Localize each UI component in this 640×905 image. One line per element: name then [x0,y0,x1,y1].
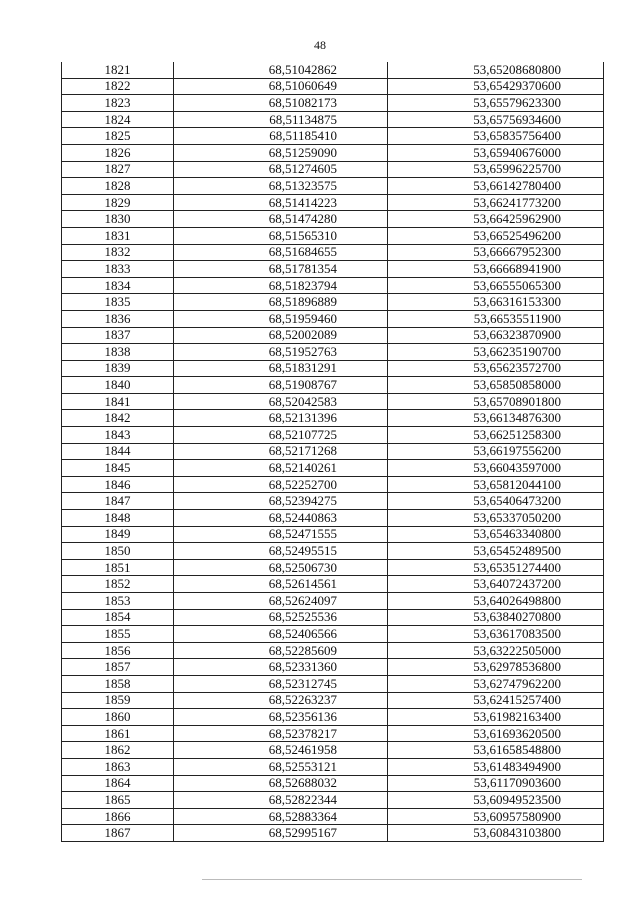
point-number-cell: 1827 [62,161,174,178]
y-coordinate-cell: 53,65835756400 [388,128,604,145]
table-row [62,178,604,195]
y-coordinate-cell: 53,62415257400 [388,692,604,709]
y-coordinate-cell: 53,63840270800 [388,609,604,626]
x-coordinate-cell: 68,51781354 [174,261,388,278]
x-coordinate-cell: 68,52614561 [174,576,388,593]
y-coordinate-cell: 53,61170903600 [388,775,604,792]
table-row [62,758,604,775]
table-row [62,244,604,261]
y-coordinate-cell: 53,65579623300 [388,95,604,112]
y-coordinate-cell: 53,65850858000 [388,377,604,394]
table-row [62,808,604,825]
table-row [62,725,604,742]
point-number-cell: 1823 [62,95,174,112]
table-row [62,460,604,477]
point-number-cell: 1824 [62,111,174,128]
table-row [62,78,604,95]
x-coordinate-cell: 68,51959460 [174,310,388,327]
table-row [62,344,604,361]
x-coordinate-cell: 68,51082173 [174,95,388,112]
y-coordinate-cell: 53,66316153300 [388,294,604,311]
table-row [62,593,604,610]
x-coordinate-cell: 68,51060649 [174,78,388,95]
table-row [62,211,604,228]
x-coordinate-cell: 68,52356136 [174,709,388,726]
x-coordinate-cell: 68,52406566 [174,626,388,643]
coordinates-table-body [62,62,604,841]
y-coordinate-cell: 53,65463340800 [388,526,604,543]
x-coordinate-cell: 68,52171268 [174,443,388,460]
point-number-cell: 1847 [62,493,174,510]
y-coordinate-cell: 53,66323870900 [388,327,604,344]
table-row [62,360,604,377]
x-coordinate-cell: 68,52252700 [174,476,388,493]
x-coordinate-cell: 68,52624097 [174,593,388,610]
y-coordinate-cell: 53,61982163400 [388,709,604,726]
table-row [62,261,604,278]
x-coordinate-cell: 68,52263237 [174,692,388,709]
point-number-cell: 1851 [62,559,174,576]
point-number-cell: 1856 [62,642,174,659]
point-number-cell: 1822 [62,78,174,95]
x-coordinate-cell: 68,52042583 [174,393,388,410]
x-coordinate-cell: 68,52822344 [174,792,388,809]
x-coordinate-cell: 68,52506730 [174,559,388,576]
y-coordinate-cell: 53,61693620500 [388,725,604,742]
table-row [62,161,604,178]
y-coordinate-cell: 53,65351274400 [388,559,604,576]
point-number-cell: 1852 [62,576,174,593]
x-coordinate-cell: 68,51908767 [174,377,388,394]
y-coordinate-cell: 53,60949523500 [388,792,604,809]
point-number-cell: 1849 [62,526,174,543]
table-row [62,62,604,78]
y-coordinate-cell: 53,64026498800 [388,593,604,610]
table-row [62,493,604,510]
table-row [62,443,604,460]
x-coordinate-cell: 68,52002089 [174,327,388,344]
x-coordinate-cell: 68,51185410 [174,128,388,145]
x-coordinate-cell: 68,52995167 [174,825,388,842]
y-coordinate-cell: 53,65452489500 [388,543,604,560]
table-row [62,675,604,692]
table-row [62,393,604,410]
table-row [62,692,604,709]
point-number-cell: 1860 [62,709,174,726]
point-number-cell: 1848 [62,510,174,527]
table-row [62,510,604,527]
table-row [62,775,604,792]
point-number-cell: 1850 [62,543,174,560]
x-coordinate-cell: 68,51565310 [174,227,388,244]
x-coordinate-cell: 68,52131396 [174,410,388,427]
y-coordinate-cell: 53,66667952300 [388,244,604,261]
point-number-cell: 1828 [62,178,174,195]
y-coordinate-cell: 53,61483494900 [388,758,604,775]
point-number-cell: 1841 [62,393,174,410]
x-coordinate-cell: 68,51274605 [174,161,388,178]
x-coordinate-cell: 68,51323575 [174,178,388,195]
x-coordinate-cell: 68,52107725 [174,427,388,444]
y-coordinate-cell: 53,65623572700 [388,360,604,377]
table-row [62,476,604,493]
x-coordinate-cell: 68,52688032 [174,775,388,792]
x-coordinate-cell: 68,52331360 [174,659,388,676]
x-coordinate-cell: 68,52495515 [174,543,388,560]
x-coordinate-cell: 68,51259090 [174,144,388,161]
point-number-cell: 1839 [62,360,174,377]
point-number-cell: 1844 [62,443,174,460]
table-row [62,559,604,576]
y-coordinate-cell: 53,66235190700 [388,344,604,361]
x-coordinate-cell: 68,52883364 [174,808,388,825]
point-number-cell: 1845 [62,460,174,477]
table-row [62,128,604,145]
x-coordinate-cell: 68,51823794 [174,277,388,294]
page-number: 48 [314,38,326,52]
y-coordinate-cell: 53,66142780400 [388,178,604,195]
table-row [62,427,604,444]
y-coordinate-cell: 53,66668941900 [388,261,604,278]
point-number-cell: 1853 [62,593,174,610]
point-number-cell: 1835 [62,294,174,311]
y-coordinate-cell: 53,62747962200 [388,675,604,692]
x-coordinate-cell: 68,52312745 [174,675,388,692]
table-row [62,194,604,211]
table-row [62,825,604,842]
y-coordinate-cell: 53,65708901800 [388,393,604,410]
y-coordinate-cell: 53,62978536800 [388,659,604,676]
y-coordinate-cell: 53,65756934600 [388,111,604,128]
y-coordinate-cell: 53,66555065300 [388,277,604,294]
point-number-cell: 1859 [62,692,174,709]
point-number-cell: 1837 [62,327,174,344]
table-row [62,227,604,244]
point-number-cell: 1829 [62,194,174,211]
point-number-cell: 1843 [62,427,174,444]
point-number-cell: 1831 [62,227,174,244]
x-coordinate-cell: 68,51831291 [174,360,388,377]
table-row [62,709,604,726]
point-number-cell: 1825 [62,128,174,145]
y-coordinate-cell: 53,65996225700 [388,161,604,178]
point-number-cell: 1834 [62,277,174,294]
table-row [62,377,604,394]
point-number-cell: 1836 [62,310,174,327]
point-number-cell: 1864 [62,775,174,792]
table-row [62,626,604,643]
y-coordinate-cell: 53,66251258300 [388,427,604,444]
y-coordinate-cell: 53,65940676000 [388,144,604,161]
table-row [62,576,604,593]
x-coordinate-cell: 68,52394275 [174,493,388,510]
point-number-cell: 1832 [62,244,174,261]
point-number-cell: 1855 [62,626,174,643]
x-coordinate-cell: 68,52378217 [174,725,388,742]
y-coordinate-cell: 53,64072437200 [388,576,604,593]
y-coordinate-cell: 53,66197556200 [388,443,604,460]
x-coordinate-cell: 68,52140261 [174,460,388,477]
x-coordinate-cell: 68,51134875 [174,111,388,128]
x-coordinate-cell: 68,51042862 [174,62,388,78]
point-number-cell: 1866 [62,808,174,825]
x-coordinate-cell: 68,52553121 [174,758,388,775]
y-coordinate-cell: 53,66425962900 [388,211,604,228]
x-coordinate-cell: 68,51896889 [174,294,388,311]
y-coordinate-cell: 53,66525496200 [388,227,604,244]
point-number-cell: 1865 [62,792,174,809]
table-row [62,111,604,128]
x-coordinate-cell: 68,52461958 [174,742,388,759]
point-number-cell: 1840 [62,377,174,394]
y-coordinate-cell: 53,66535511900 [388,310,604,327]
point-number-cell: 1867 [62,825,174,842]
table-row [62,294,604,311]
coordinates-table [61,62,604,842]
y-coordinate-cell: 53,66134876300 [388,410,604,427]
table-row [62,410,604,427]
point-number-cell: 1858 [62,675,174,692]
x-coordinate-cell: 68,51474280 [174,211,388,228]
table-row [62,609,604,626]
point-number-cell: 1863 [62,758,174,775]
table-row [62,742,604,759]
y-coordinate-cell: 53,65406473200 [388,493,604,510]
y-coordinate-cell: 53,61658548800 [388,742,604,759]
point-number-cell: 1838 [62,344,174,361]
point-number-cell: 1862 [62,742,174,759]
table-row [62,543,604,560]
y-coordinate-cell: 53,65208680800 [388,62,604,78]
table-row [62,792,604,809]
y-coordinate-cell: 53,65337050200 [388,510,604,527]
point-number-cell: 1846 [62,476,174,493]
table-row [62,659,604,676]
table-row [62,642,604,659]
point-number-cell: 1830 [62,211,174,228]
point-number-cell: 1833 [62,261,174,278]
x-coordinate-cell: 68,52471555 [174,526,388,543]
y-coordinate-cell: 53,65429370600 [388,78,604,95]
point-number-cell: 1854 [62,609,174,626]
table-row [62,95,604,112]
y-coordinate-cell: 53,63617083500 [388,626,604,643]
y-coordinate-cell: 53,65812044100 [388,476,604,493]
x-coordinate-cell: 68,51684655 [174,244,388,261]
table-row [62,277,604,294]
y-coordinate-cell: 53,60957580900 [388,808,604,825]
bottom-divider [202,879,582,880]
point-number-cell: 1826 [62,144,174,161]
y-coordinate-cell: 53,66043597000 [388,460,604,477]
table-row [62,310,604,327]
y-coordinate-cell: 53,66241773200 [388,194,604,211]
table-row [62,327,604,344]
x-coordinate-cell: 68,52285609 [174,642,388,659]
table-row [62,526,604,543]
point-number-cell: 1857 [62,659,174,676]
x-coordinate-cell: 68,52525536 [174,609,388,626]
point-number-cell: 1861 [62,725,174,742]
point-number-cell: 1842 [62,410,174,427]
x-coordinate-cell: 68,52440863 [174,510,388,527]
y-coordinate-cell: 53,63222505000 [388,642,604,659]
table-row [62,144,604,161]
y-coordinate-cell: 53,60843103800 [388,825,604,842]
x-coordinate-cell: 68,51952763 [174,344,388,361]
x-coordinate-cell: 68,51414223 [174,194,388,211]
point-number-cell: 1821 [62,62,174,78]
